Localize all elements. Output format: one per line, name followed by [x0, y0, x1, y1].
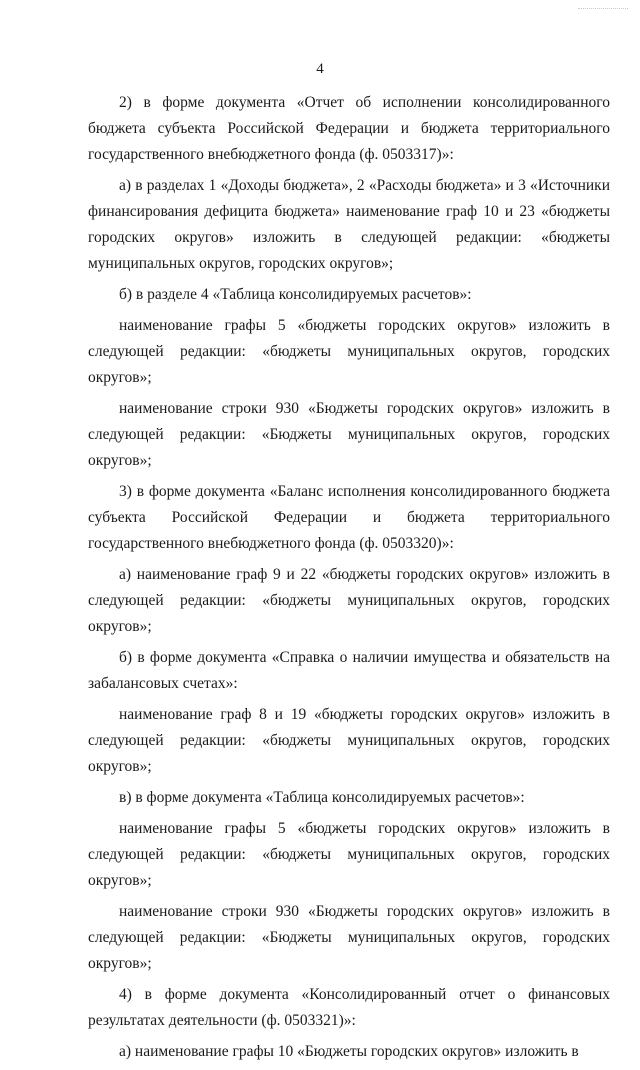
paragraph-subitem-4a: а) наименование графы 10 «Бюджеты городских округов» изложить в	[119, 1043, 579, 1060]
paragraph-row-930-rename-2: наименование строки 930 «Бюджеты городских округов» изложить в следующей редакции: «Бюджеты муниципальных округов, городских округов»;	[88, 903, 610, 972]
paragraph-subitem-2a: а) в разделах 1 «Доходы бюджета», 2 «Расходы бюджета» и 3 «Источники финансирования дефицита бюджета» наименование граф 10 и 23 «бюджеты городских округов» изложить в следующей редакции: «бюджеты муниципальных округов, городских округов»;	[88, 177, 610, 272]
paragraph-column-5-rename: наименование графы 5 «бюджеты городских округов» изложить в следующей редакции: «бюджеты муниципальных округов, городских округов»;	[88, 317, 610, 386]
paragraph-row-930-rename: наименование строки 930 «Бюджеты городских округов» изложить в следующей редакции: «Бюджеты муниципальных округов, городских округов»;	[88, 400, 610, 469]
paragraph-item-4: 4) в форме документа «Консолидированный отчет о финансовых результатах деятельности (ф. 0503321)»:	[88, 986, 610, 1029]
document-body	[88, 90, 610, 1070]
paragraph-columns-8-19-rename: наименование граф 8 и 19 «бюджеты городских округов» изложить в следующей редакции: «бюджеты муниципальных округов, городских округов»;	[88, 706, 610, 775]
paragraph-item-2: 2) в форме документа «Отчет об исполнении консолидированного бюджета субъекта Российской Федерации и бюджета территориального государственного внебюджетного фонда (ф. 0503317)»:	[88, 94, 610, 163]
page-number: 4	[316, 61, 324, 77]
paragraph-item-3: 3) в форме документа «Баланс исполнения консолидированного бюджета субъекта Российской Федерации и бюджета территориального государственного внебюджетного фонда (ф. 0503320)»:	[88, 483, 610, 552]
paragraph-subitem-2b: б) в разделе 4 «Таблица консолидируемых расчетов»:	[119, 286, 472, 303]
scan-artifact	[578, 8, 628, 11]
paragraph-subitem-3b: б) в форме документа «Справка о наличии имущества и обязательств на забалансовых счетах»:	[88, 649, 610, 692]
paragraph-subitem-3a: а) наименование граф 9 и 22 «бюджеты городских округов» изложить в следующей редакции: «бюджеты муниципальных округов, городских округов»;	[88, 566, 610, 635]
paragraph-column-5-rename-2: наименование графы 5 «бюджеты городских округов» изложить в следующей редакции: «бюджеты муниципальных округов, городских округов»;	[88, 820, 610, 889]
paragraph-subitem-3v: в) в форме документа «Таблица консолидируемых расчетов»:	[119, 789, 525, 806]
